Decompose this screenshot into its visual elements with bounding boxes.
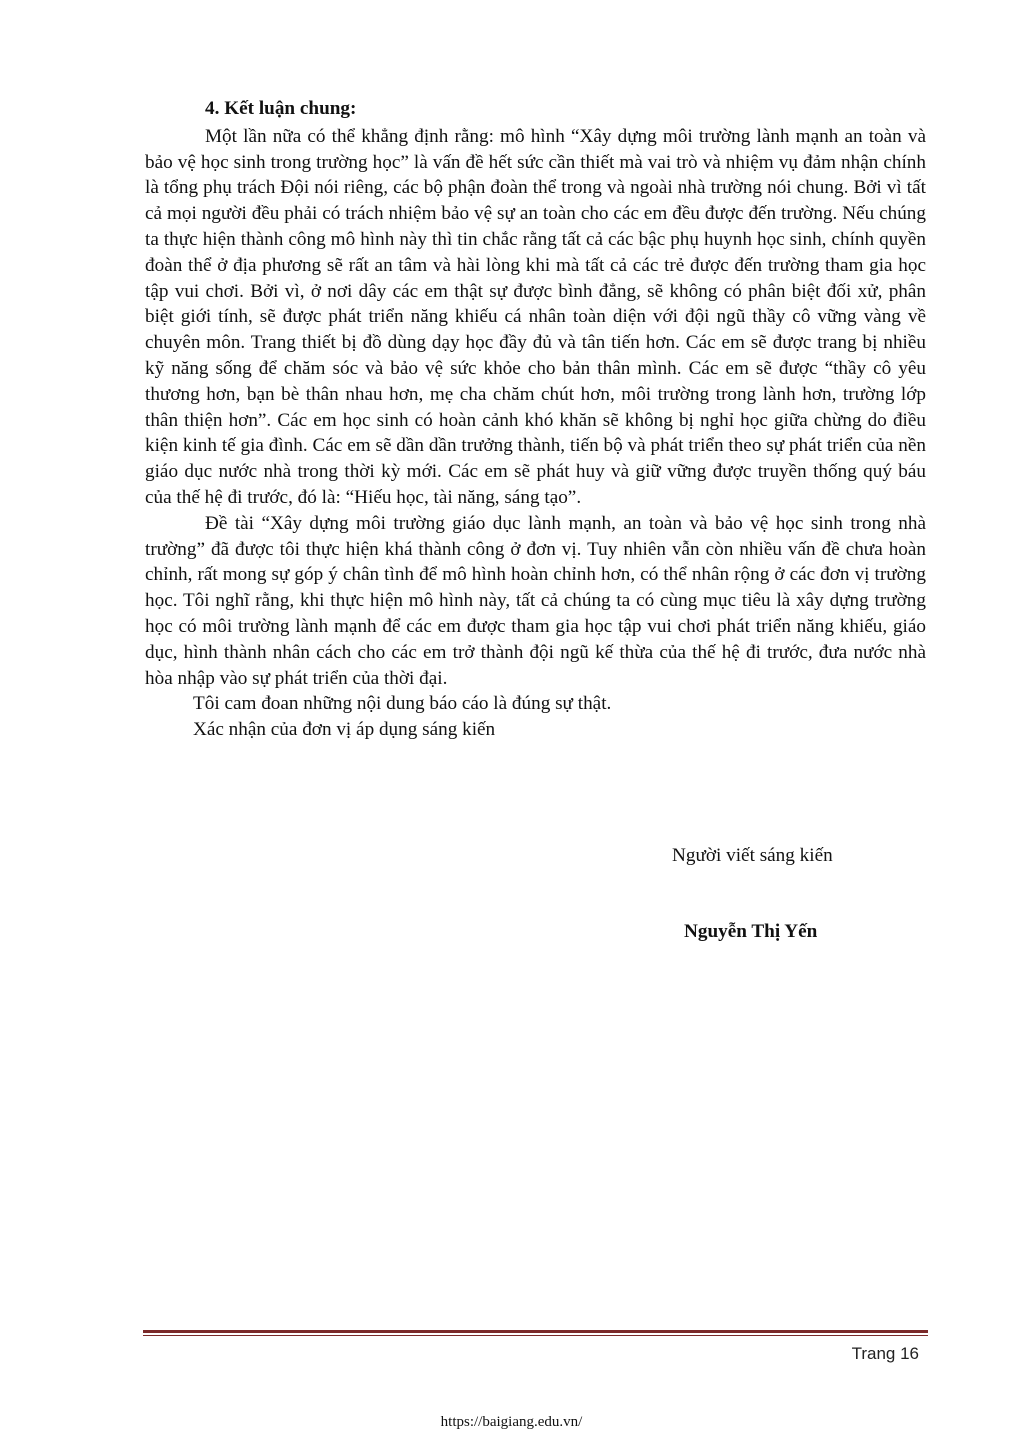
section-heading: 4. Kết luận chung:	[205, 98, 357, 119]
conclusion-paragraph-2: Đề tài “Xây dựng môi trường giáo dục lành mạnh, an toàn và bảo vệ học sinh trong nhà trường” đã được tôi thực hiện khá thành công ở đơn vị. Tuy nhiên vẫn còn nhiều vấn đề chưa hoàn chỉnh, rất mong sự góp ý chân tình để mô hình hoàn chỉnh hơn, có thể nhân rộng ở các đơn vị trường học. Tôi nghĩ rằng, khi thực hiện mô hình này, tất cả chúng ta có cùng mục tiêu là xây dựng trường học có môi trường lành mạnh để các em được tham gia học tập vui chơi phát triển năng khiếu, giáo dục, hình thành nhân cách cho các em trở thành đội ngũ kế thừa của thế hệ đi trước, đưa nước nhà hòa nhập vào sự phát triển của thời đại.	[145, 512, 926, 689]
page-number: Trang 16	[851, 1344, 919, 1363]
conclusion-paragraph-1: Một lần nữa có thể khẳng định rằng: mô hình “Xây dựng môi trường lành mạnh an toàn và bảo vệ học sinh trong trường học” là vấn đề hết sức cần thiết mà vai trò và nhiệm vụ đảm nhận chính là tổng phụ trách Đội nói riêng, các bộ phận đoàn thể trong và ngoài nhà trường nói chung. Bởi vì tất cả mọi người đều phải có trách nhiệm bảo vệ sự an toàn cho các em đều được đến trường. Nếu chúng ta thực hiện thành công mô hình này thì tin chắc rằng tất cả các bậc phụ huynh học sinh, chính quyền đoàn thể ở địa phương sẽ rất an tâm và hài lòng khi mà tất cả các trẻ được đến trường tham gia học tập vui chơi. Bởi vì, ở nơi dây các em thật sự được bình đẳng, sẽ không có phân biệt đối xử, phân biệt giới tính, sẽ được phát triển năng khiếu cá nhân toàn diện với đội ngũ thầy cô vững vàng về chuyên môn. Trang thiết bị đồ dùng dạy học đầy đủ và tân tiến hơn. Các em sẽ được trang bị nhiều kỹ năng sống để chăm sóc và bảo vệ sức khỏe cho bản thân mình. Các em sẽ được “thầy cô yêu thương hơn, bạn bè thân nhau hơn, mẹ cha chăm chút hơn, môi trường trong lành hơn, trường lớp thân thiện hơn”. Các em học sinh có hoàn cảnh khó khăn sẽ không bị nghỉ học giữa chừng do điều kiện kinh tế gia đình. Các em sẽ dần dần trưởng thành, tiến bộ và phát triển theo sự phát triển của nền giáo dục nước nhà trong thời kỳ mới. Các em sẽ phát huy và giữ vững được truyền thống quý báu của thế hệ đi trước, đó là: “Hiếu học, tài năng, sáng tạo”.	[145, 125, 926, 508]
document-body	[145, 96, 926, 743]
author-name: Nguyễn Thị Yến	[684, 921, 818, 942]
commitment-statement: Tôi cam đoan những nội dung báo cáo là đúng sự thật.	[193, 693, 612, 715]
signature-label: Người viết sáng kiến	[672, 845, 833, 866]
unit-confirmation-label: Xác nhận của đơn vị áp dụng sáng kiến	[193, 719, 496, 741]
source-url-link[interactable]: https://baigiang.edu.vn/	[440, 1414, 583, 1430]
footer-divider	[143, 1330, 928, 1336]
